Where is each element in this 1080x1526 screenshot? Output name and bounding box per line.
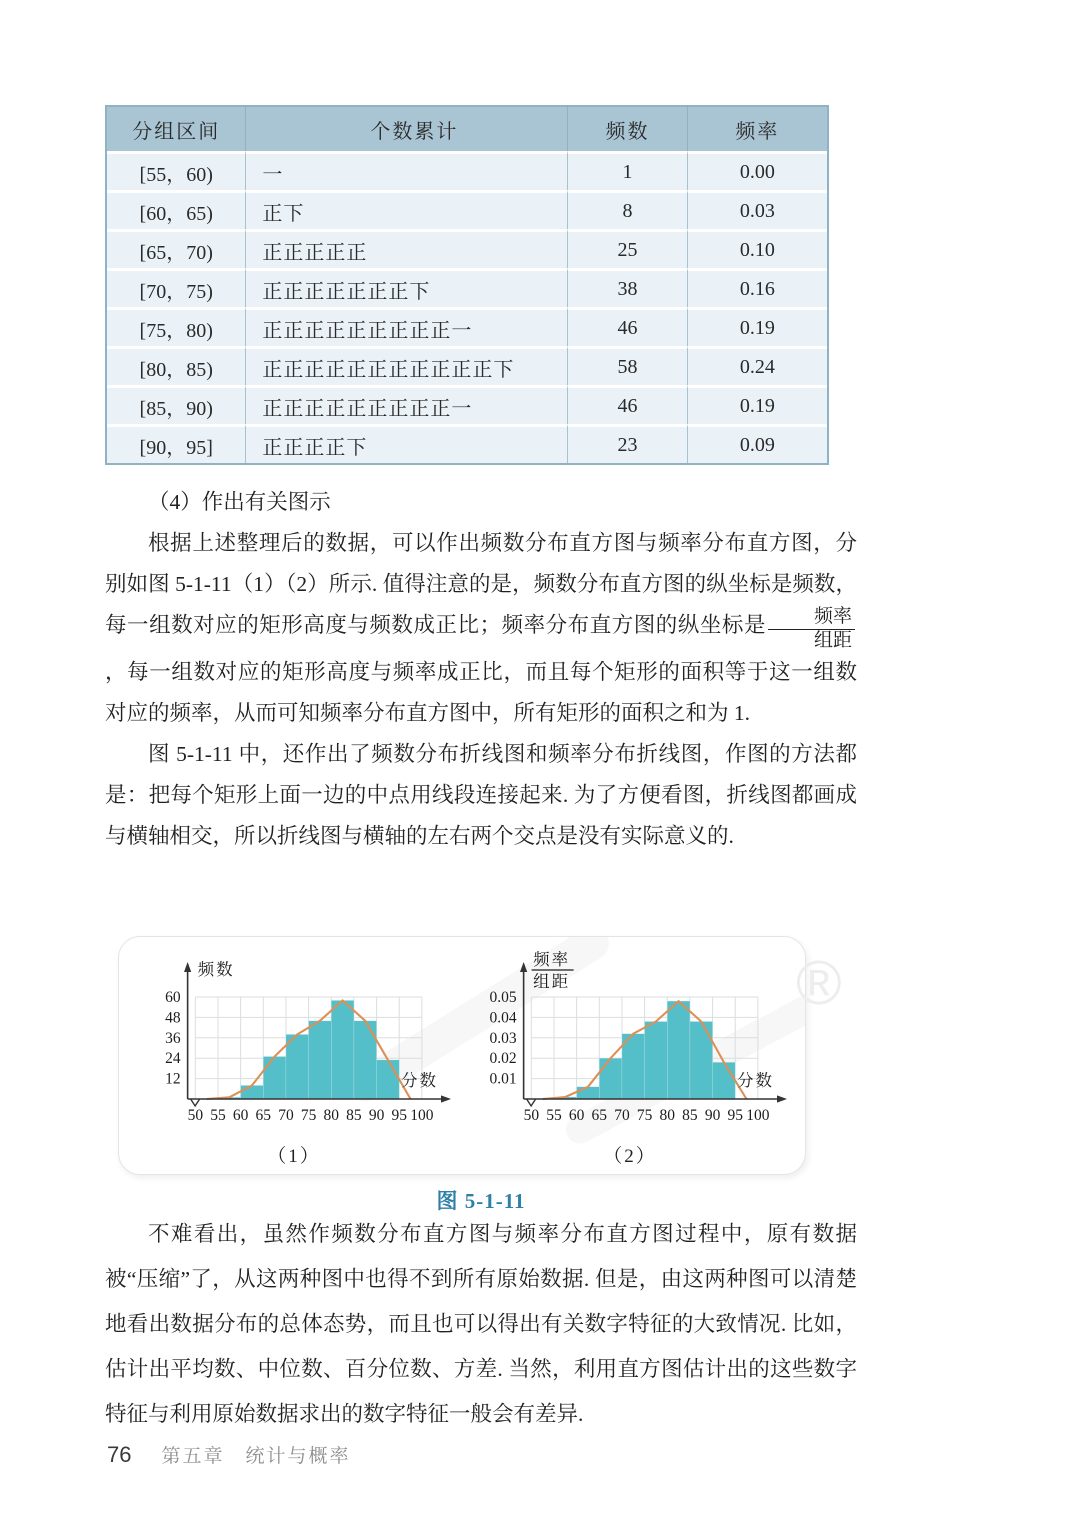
relative-frequency-cell: 0.19 (688, 385, 827, 424)
chart-1-caption: （1） (267, 1146, 321, 1167)
svg-text:90: 90 (368, 1107, 385, 1124)
frequency-histogram-svg (134, 951, 454, 1141)
svg-text:75: 75 (300, 1107, 317, 1124)
chart-2-caption: （2） (603, 1146, 657, 1167)
tally-cell: 正正正正正正正正正一 (246, 307, 568, 346)
svg-text:90: 90 (704, 1107, 721, 1124)
svg-text:80: 80 (659, 1107, 676, 1124)
column-header-frequency: 频数 (568, 107, 687, 151)
svg-text:12: 12 (165, 1070, 181, 1088)
svg-text:0.02: 0.02 (489, 1050, 517, 1068)
inline-fraction (768, 607, 855, 652)
frequency-cell: 38 (568, 268, 687, 307)
section-heading: （4）作出有关图示 (148, 490, 331, 514)
svg-text:65: 65 (255, 1107, 272, 1124)
table-row (107, 190, 827, 229)
interval-cell: [55，60) (107, 151, 246, 190)
table-row (107, 151, 827, 190)
frequency-cell: 8 (568, 190, 687, 229)
svg-text:频率: 频率 (533, 951, 571, 969)
svg-text:70: 70 (278, 1107, 294, 1124)
relative-frequency-cell: 0.10 (688, 229, 827, 268)
tally-cell: 正正正正正 (246, 229, 568, 268)
svg-text:55: 55 (546, 1107, 562, 1124)
svg-text:分数: 分数 (401, 1071, 438, 1090)
svg-text:分数: 分数 (737, 1071, 774, 1090)
interval-cell: [85，90) (107, 385, 246, 424)
frequency-cell: 46 (568, 385, 687, 424)
fraction-numerator: 频率 (768, 607, 855, 630)
relative-frequency-cell: 0.09 (688, 424, 827, 463)
svg-text:65: 65 (591, 1107, 608, 1124)
column-header-tally: 个数累计 (246, 107, 568, 151)
interval-cell: [70，75) (107, 268, 246, 307)
svg-text:50: 50 (523, 1107, 540, 1124)
relative-frequency-cell: 0.16 (688, 268, 827, 307)
tally-cell: 正下 (246, 190, 568, 229)
chapter-title: 第五章 统计与概率 (161, 1446, 351, 1467)
paragraph-1 (105, 523, 857, 734)
relative-frequency-histogram-chart (465, 951, 795, 1174)
figure-number-caption: 图 5-1-11 (436, 1189, 526, 1213)
frequency-cell: 1 (568, 151, 687, 190)
fraction-denominator: 组距 (813, 630, 852, 651)
svg-text:48: 48 (165, 1009, 181, 1027)
table-row (107, 268, 827, 307)
table-row (107, 307, 827, 346)
svg-text:0.03: 0.03 (489, 1029, 517, 1047)
column-header-interval: 分组区间 (107, 107, 246, 151)
interval-cell: [75，80) (107, 307, 246, 346)
svg-text:组距: 组距 (533, 972, 571, 991)
svg-text:24: 24 (165, 1050, 181, 1068)
svg-text:85: 85 (346, 1107, 362, 1124)
tally-cell: 正正正正正正正下 (246, 268, 568, 307)
tally-cell: 正正正正下 (246, 424, 568, 463)
frequency-cell: 58 (568, 346, 687, 385)
table-header-row (107, 107, 827, 151)
paragraph-1-after-fraction: ，每一组数对应的矩形高度与频率成正比，而且每个矩形的面积等于这一组数对应的频率，从而可知频率分布直方图中，所有矩形的面积之和为 1. (105, 659, 857, 725)
tally-cell: 一 (246, 151, 568, 190)
svg-text:95: 95 (727, 1107, 743, 1124)
svg-text:50: 50 (187, 1107, 204, 1124)
interval-cell: [65，70) (107, 229, 246, 268)
paragraph-2: 图 5-1-11 中，还作出了频数分布折线图和频率分布折线图，作图的方法都是：把每个矩形上面一边的中点用线段连接起来. 为了方便看图，折线图都画成与横轴相交，所以折线图与横轴的左右两个交点是没有实际意义的. (105, 741, 857, 848)
svg-text:100: 100 (410, 1107, 434, 1124)
interval-cell: [80，85) (107, 346, 246, 385)
body-text-upper (105, 482, 857, 857)
table-row (107, 229, 827, 268)
svg-text:70: 70 (614, 1107, 630, 1124)
paragraph-3: 不难看出，虽然作频数分布直方图与频率分布直方图过程中，原有数据被“压缩”了，从这两种图中也得不到所有原始数据. 但是，由这两种图可以清楚地看出数据分布的总体态势，而且也可以得出有关数字特征的大致情况. 比如，估计出平均数、中位数、百分位数、方差. 当然，利用直方图估计出的这些数字特征与利用原始数据求出的数字特征一般会有差异. (105, 1222, 857, 1426)
table-body (107, 151, 827, 463)
page-footer (107, 1441, 351, 1468)
svg-text:95: 95 (391, 1107, 407, 1124)
relative-frequency-histogram-svg (470, 951, 790, 1141)
frequency-table (105, 105, 829, 465)
svg-text:60: 60 (232, 1107, 249, 1124)
interval-cell: [60，65) (107, 190, 246, 229)
svg-text:频数: 频数 (197, 960, 235, 979)
svg-text:0.04: 0.04 (489, 1009, 517, 1027)
relative-frequency-cell: 0.03 (688, 190, 827, 229)
paragraph-1-before-fraction: 根据上述整理后的数据，可以作出频数分布直方图与频率分布直方图，分别如图 5-1-11（1）（2）所示. 值得注意的是，频数分布直方图的纵坐标是频数，每一组数对应的矩形高度与频数成正比；频率分布直方图的纵坐标是 (105, 531, 857, 637)
frequency-histogram-chart (129, 951, 459, 1174)
frequency-cell: 46 (568, 307, 687, 346)
relative-frequency-cell: 0.24 (688, 346, 827, 385)
svg-text:0.05: 0.05 (489, 989, 517, 1006)
svg-text:0.01: 0.01 (489, 1070, 517, 1088)
column-header-relative-frequency: 频率 (688, 107, 827, 151)
tally-cell: 正正正正正正正正正正正下 (246, 346, 568, 385)
table-row (107, 385, 827, 424)
svg-text:60: 60 (165, 989, 181, 1006)
frequency-cell: 25 (568, 229, 687, 268)
svg-text:80: 80 (323, 1107, 340, 1124)
page-number: 76 (107, 1442, 132, 1467)
relative-frequency-cell: 0.00 (688, 151, 827, 190)
svg-text:100: 100 (746, 1107, 770, 1124)
table-row (107, 424, 827, 463)
figure-panel (118, 936, 806, 1175)
svg-text:55: 55 (210, 1107, 226, 1124)
svg-text:75: 75 (636, 1107, 653, 1124)
body-text-lower (105, 1212, 857, 1437)
frequency-cell: 23 (568, 424, 687, 463)
tally-cell: 正正正正正正正正正一 (246, 385, 568, 424)
svg-text:85: 85 (682, 1107, 698, 1124)
svg-text:60: 60 (568, 1107, 585, 1124)
svg-text:36: 36 (165, 1029, 181, 1047)
table-row (107, 346, 827, 385)
relative-frequency-cell: 0.19 (688, 307, 827, 346)
interval-cell: [90，95] (107, 424, 246, 463)
registered-trademark-watermark: ® (796, 949, 842, 1018)
